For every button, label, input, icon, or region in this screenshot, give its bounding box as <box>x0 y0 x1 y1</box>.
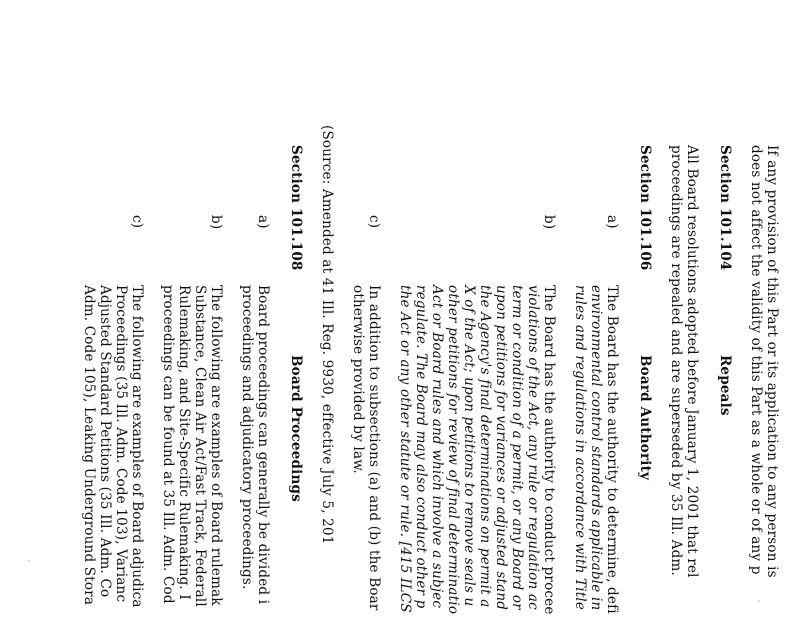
section-101-108-b-label: b) <box>208 215 224 230</box>
section-101-104-title: Repeals <box>717 355 733 416</box>
section-101-108-a-label: a) <box>255 215 271 229</box>
section-101-106-c-label: c) <box>366 215 382 229</box>
section-101-106-b-line-10: the Act or any other statute or rule. [415 ILCS <box>397 285 413 613</box>
intro-line-2: does not affect the validity of this Part as a whole or of any p <box>748 145 764 575</box>
section-101-108-number: Section 101.108 <box>288 145 304 271</box>
scan-speck <box>758 600 760 602</box>
section-101-108-b-line-2: Substance, Clean Air Act/Fast Track, Federall <box>192 285 208 607</box>
section-101-106-b-line-9: regulate. The Board may also conduct other p <box>413 285 429 609</box>
section-101-108-b-line-4: proceedings can be found at 35 Ill. Adm. Cod <box>160 285 176 604</box>
section-101-106-b-line-3: term or condition of a permit, or any Board or <box>509 285 525 610</box>
section-101-108-a-line-1: Board proceedings can generally be divided i <box>255 285 271 605</box>
section-101-108-c-line-4: Adm. Code 105), Leaking Underground Stora <box>81 285 97 606</box>
section-101-108-c-label: c) <box>129 215 145 229</box>
section-101-106-a-line-3: rules and regulations in accordance with Title <box>572 285 588 611</box>
section-101-106-b-line-5: the Agency's final determinations on permit a <box>477 285 493 608</box>
section-101-106-b-line-6: X of the Act; upon petitions to remove seals u <box>461 285 477 607</box>
section-101-106-c-line-2: otherwise provided by law. <box>350 285 366 474</box>
section-101-108-c-line-1: The following are examples of Board adjudica <box>129 285 145 608</box>
section-101-106-a-line-2: environmental control standards applicable in <box>588 285 604 611</box>
section-101-108-a-line-2: proceedings and adjudicatory proceedings. <box>239 285 255 590</box>
section-101-104-body-line-1: All Board resolutions adopted before January 1, 2001 that rel <box>684 145 700 578</box>
section-101-106-a-label: a) <box>604 215 620 229</box>
scan-speck <box>28 560 30 562</box>
section-101-108-c-line-2: Proceedings (35 Ill. Adm. Code 103), Varianc <box>113 285 129 603</box>
section-101-104-number: Section 101.104 <box>717 145 733 271</box>
section-101-106-c-line-1: In addition to subsections (a) and (b) the Boar <box>366 285 382 611</box>
section-101-106-b-line-1: The Board has the authority to conduct procee <box>541 285 557 615</box>
section-101-106-title: Board Authority <box>637 355 653 481</box>
section-101-108-c-line-3: Adjusted Standard Petitions (35 Ill. Adm. Co <box>97 285 113 598</box>
section-101-106-b-line-2: violations of the Act, any rule or regulation ac <box>525 285 541 610</box>
section-101-108-b-line-3: Rulemaking, and Site-Specific Rulemaking. I <box>176 285 192 600</box>
section-101-106-number: Section 101.106 <box>637 145 653 271</box>
section-101-104-body-line-2: proceedings are repealed and are superseded by 35 Ill. Adm. <box>668 145 684 576</box>
section-101-108-title: Board Proceedings <box>288 355 304 502</box>
section-101-108-b-line-1: The following are examples of Board rulemak <box>208 285 224 606</box>
source-note: (Source: Amended at 41 Ill. Reg. 9930, effective July 5, 201 <box>319 125 335 545</box>
intro-line-1: If any provision of this Part or its application to any person is <box>764 145 780 578</box>
section-101-106-b-line-8: Act or Board rules and which involve a subjec <box>429 285 445 609</box>
section-101-106-b-line-7: other petitions for review of final determinatio <box>445 285 461 615</box>
section-101-106-b-label: b) <box>541 215 557 230</box>
section-101-106-b-line-4: upon petitions for variances or adjusted stand <box>493 285 509 611</box>
section-101-106-a-line-1: The Board has the authority to determine, defi <box>604 285 620 614</box>
